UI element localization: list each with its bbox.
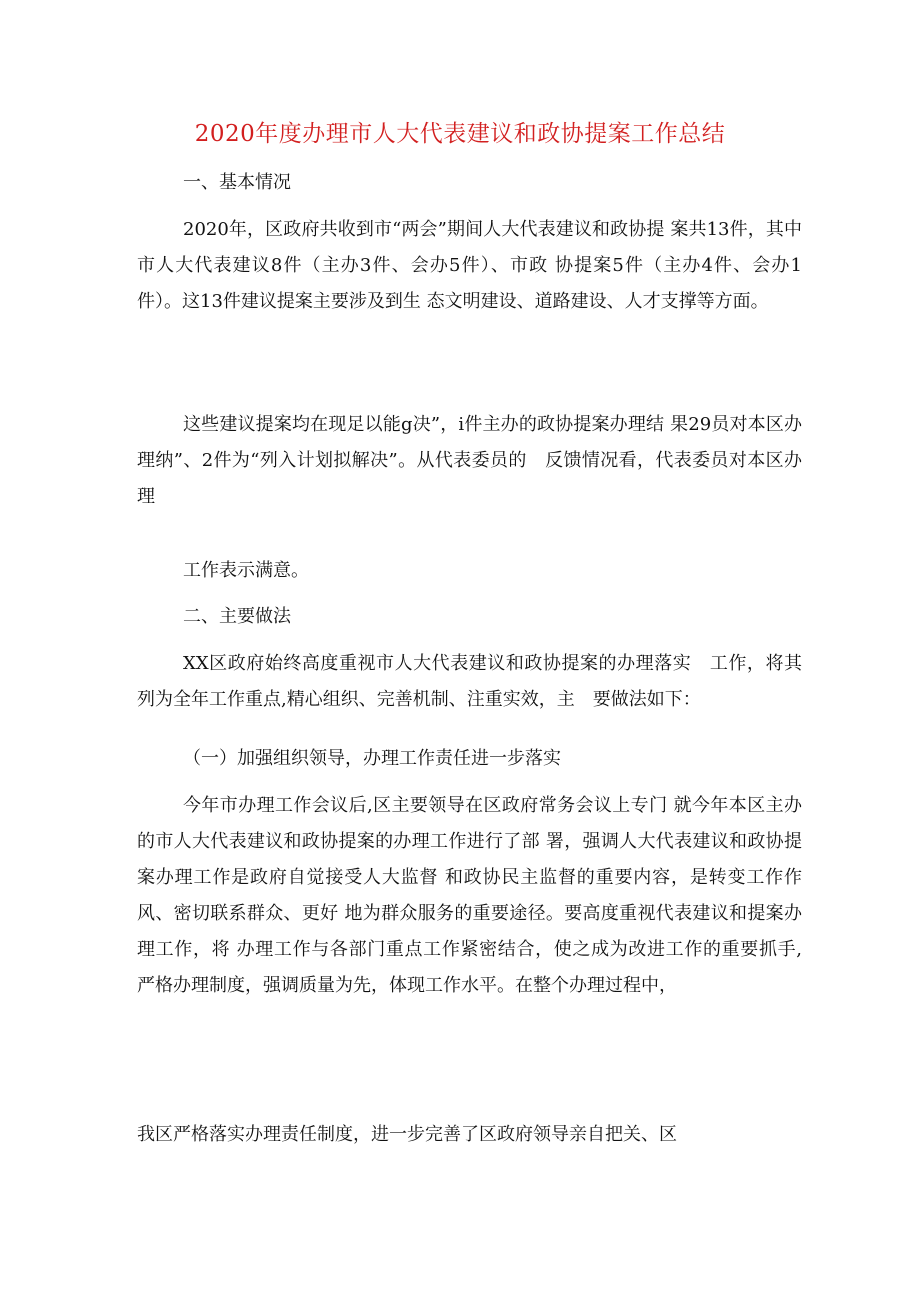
document-title: 2020年度办理市人大代表建议和政协提案工作总结 bbox=[194, 121, 726, 147]
paragraph-summary-counts: 2020年，区政府共收到市“两会”期间人大代表建议和政协提 案共13件，其中市人大代表建议8件（主办3件、会办5件）、市政 协提案5件（主办4件、会办1件）。这13件建议提案主要涉及到生 态文明建设、道路建设、人才支撑等方面。 bbox=[137, 219, 802, 312]
paragraph-responsibility-system: 我区严格落实办理责任制度，进一步完善了区政府领导亲自把关、区 bbox=[137, 1124, 677, 1145]
paragraph-satisfaction: 工作表示满意。 bbox=[183, 560, 309, 581]
paragraph-handling-results: 这些建议提案均在现足以能g决”，i件主办的政协提案办理结 果29员对本区办理纳”、2件为“列入计划拟解决”。从代表委员的 反馈情况看，代表委员对本区办理 bbox=[137, 414, 802, 507]
subsection-heading-organization: （一）加强组织领导，办理工作责任进一步落实 bbox=[183, 748, 561, 769]
section-heading-main-practices: 二、主要做法 bbox=[183, 606, 291, 627]
paragraph-practices-intro: XX区政府始终高度重视市人大代表建议和政协提案的办理落实 工作，将其列为全年工作重点,精心组织、完善机制、注重实效，主 要做法如下： bbox=[137, 653, 802, 710]
section-heading-basic-situation: 一、基本情况 bbox=[183, 172, 291, 193]
paragraph-organization-details: 今年市办理工作会议后,区主要领导在区政府常务会议上专门 就今年本区主办的市人大代表建议和政协提案的办理工作进行了部 署，强调人大代表建议和政协提案办理工作是政府自觉接受人大监督 和政协民主监督的重要内容，是转变工作作风、密切联系群众、更好 地为群众服务的重要途径。要高度重视代表建议和提案办理工作，将 办理工作与各部门重点工作紧密结合，使之成为改进工作的重要抓手, 严格办理制度，强调质量为先，体现工作水平。在整个办理过程中， bbox=[137, 795, 820, 996]
